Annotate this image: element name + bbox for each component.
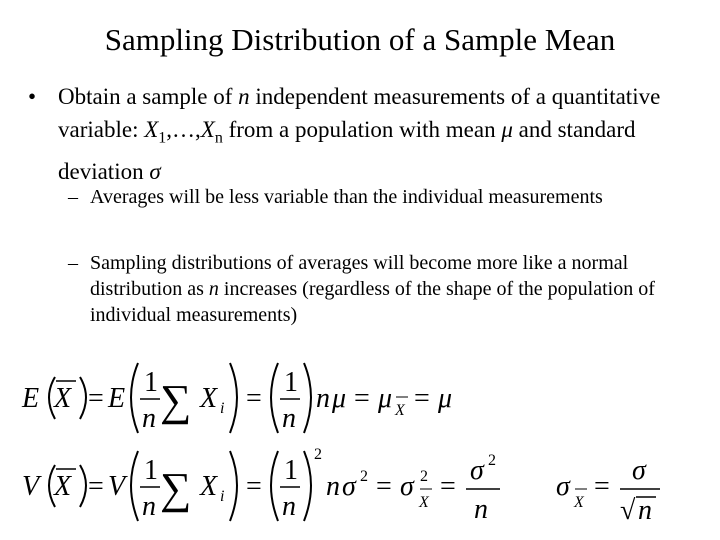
- sigma-symbol: σ: [470, 455, 484, 486]
- sub-bullet-1-text: Averages will be less variable than the individual measurements: [90, 186, 603, 208]
- left-paren: [271, 451, 278, 521]
- equals-sign: =: [440, 471, 456, 502]
- equals-sign: =: [246, 471, 262, 502]
- sigma-symbol: σ: [556, 471, 570, 502]
- sigma-symbol: σ: [342, 471, 356, 502]
- mu-symbol: μ: [378, 383, 393, 414]
- n-factor: n: [316, 383, 330, 414]
- n-factor: n: [326, 471, 340, 502]
- exponent-two: 2: [420, 468, 428, 485]
- sub-bullet-marker: –: [68, 252, 78, 274]
- right-paren: [304, 451, 311, 521]
- main-bullet-text: Obtain a sample of n independent measurements of a quantitative variable: $X_1,\dots,X_n$ from a population with mean μ and standard deviation σ: [58, 84, 661, 184]
- fraction-denominator: n: [282, 403, 296, 434]
- summation-symbol: ∑: [160, 376, 192, 425]
- mu-symbol: μ: [438, 383, 453, 414]
- sub-bullet-marker: –: [68, 186, 78, 208]
- fraction-numerator: 1: [284, 367, 298, 398]
- variance-operator: V: [108, 471, 126, 502]
- expectation-formula: [21, 363, 452, 434]
- sigma-symbol: σ: [400, 471, 414, 502]
- fraction-denominator: n: [142, 403, 156, 434]
- sub-bullet-2-text: Sampling distributions of averages will become more like a normal distribution as n increases (regardless of the shape of the population of individual measurements): [90, 252, 655, 326]
- xbar-subscript: X: [419, 494, 429, 511]
- fraction-denominator: n: [474, 494, 488, 525]
- equals-sign: =: [354, 383, 370, 414]
- left-paren: [131, 363, 138, 433]
- summation-symbol: ∑: [160, 464, 192, 513]
- expectation-operator: E: [108, 383, 126, 414]
- exponent-two: 2: [488, 452, 496, 469]
- sqrt-radicand: n: [638, 495, 652, 526]
- fraction-numerator: 1: [144, 367, 158, 398]
- fraction-denominator: n: [142, 491, 156, 522]
- expectation-operator: E: [22, 383, 40, 414]
- right-paren: [230, 451, 237, 521]
- fraction-denominator: n: [282, 491, 296, 522]
- right-paren: [304, 363, 311, 433]
- subscript-i: i: [220, 488, 225, 505]
- formula-block: [0, 355, 720, 540]
- mu-symbol: μ: [332, 383, 347, 414]
- xbar-variable: X: [54, 471, 72, 502]
- right-paren: [80, 465, 86, 507]
- bullet-marker: •: [28, 84, 37, 109]
- xi-variable: X: [200, 383, 218, 414]
- left-paren: [271, 363, 278, 433]
- equals-sign: =: [594, 471, 610, 502]
- variance-formula: [22, 446, 660, 526]
- left-paren: [131, 451, 138, 521]
- subscript-i: i: [220, 400, 225, 417]
- equals-sign: =: [376, 471, 392, 502]
- variance-operator: V: [22, 471, 40, 502]
- equals-sign: =: [88, 471, 104, 502]
- right-paren: [80, 377, 86, 419]
- right-paren: [230, 363, 237, 433]
- exponent-two: 2: [360, 468, 368, 485]
- xi-variable: X: [200, 471, 218, 502]
- equals-sign: =: [414, 383, 430, 414]
- fraction-numerator: 1: [144, 455, 158, 486]
- sigma-symbol: σ: [632, 455, 646, 486]
- exponent-two: 2: [314, 446, 322, 463]
- xbar-subscript: X: [395, 402, 405, 419]
- slide-title: Sampling Distribution of a Sample Mean: [104, 22, 616, 57]
- equals-sign: =: [88, 383, 104, 414]
- equals-sign: =: [246, 383, 262, 414]
- xbar-variable: X: [54, 383, 72, 414]
- xbar-subscript: X: [574, 494, 584, 511]
- sqrt-symbol: √: [620, 495, 636, 526]
- fraction-numerator: 1: [284, 455, 298, 486]
